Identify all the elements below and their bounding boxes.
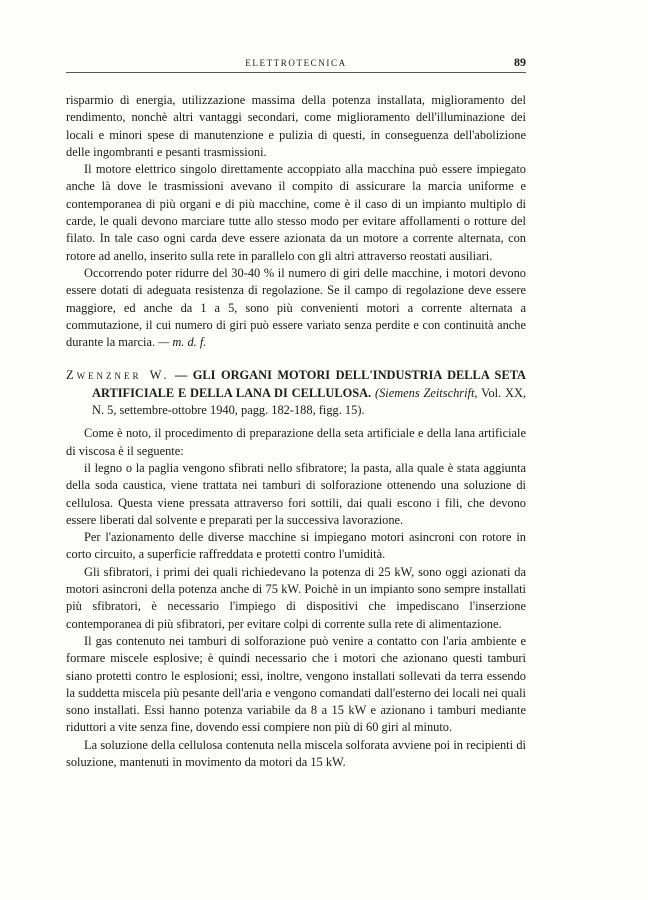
paragraph-process: il legno o la paglia vengono sfibrati nello sfibratore; la pasta, alla quale è stata aggiunta della soda caustica, viene trattata nei tamburi di solforazione ottenendo una soluzione di cellulosa. Questa viene pressata attraverso fori sottili, dai quali escono i fili, che devono essere liberati dal solvente e preparati per la successiva lavorazione. [66,460,526,527]
article-author: Zwenzner W. [66,368,170,383]
page-number: 89 [514,55,526,69]
article-journal: (Siemens Zeitschrift, [374,385,478,400]
paragraph-motors: Per l'azionamento delle diverse macchine si impiegano motori asincroni con rotore in corto circuito, a superficie raffreddata e protetti contro l'umidità. [66,530,526,562]
paragraph-speed-regulation [66,265,526,351]
running-header [66,52,526,73]
paragraph-speed-regulation-text: Occorrendo poter ridurre del 30-40 % il numero di giri delle macchine, i motori devono essere dotati di adeguata resistenza di regolazione. Se il campo di regolazione deve essere maggiore, ed anche da 1 a 5, sono più convenienti motori a corrente alternata a commutazione, il cui numero di giri può essere variato senza perdite e con continuità anche durante la marcia. [66,265,526,350]
article-citation: Vol. XX, N. 5, settembre-ottobre 1940, pagg. 182-188, figg. 15). [92,385,526,418]
paragraph-single-motor: Il motore elettrico singolo direttamente accoppiato alla macchina può essere impiegato anche là dove le trasmissioni avevano il compito di assicurare la marcia uniforme e contemporanea di più organi e di più macchine, come è il caso di un impianto multiplo di carde, le quali devono marciare tutte allo stesso modo per evitare affollamenti o rotture del filato. In tale caso ogni carda deve essere azionata da un motore a corrente alternata, con rotore ad anello, inserito sulla rete in parallelo con gli altri attraverso reostati ausiliari. [66,162,526,263]
author-signature: — m. d. f. [158,335,207,350]
running-title: ELETTROTECNICA [245,58,347,68]
body-text [66,92,526,771]
article-heading [66,367,526,419]
article-title: — GLI ORGANI MOTORI DELL'INDUSTRIA DELLA SETA ARTIFICIALE E DELLA LANA DI CELLULOSA. [92,368,526,400]
paragraph-solution: La soluzione della cellulosa contenuta nella miscela solforata avviene poi in recipienti di soluzione, mantenuti in movimento da motori da 15 kW. [66,737,526,769]
paragraph-intro: Come è noto, il procedimento di preparazione della seta artificiale e della lana artificiale di viscosa è il seguente: [66,426,526,458]
paragraph-sfibratori: Gli sfibratori, i primi dei quali richiedevano la potenza di 25 kW, sono oggi azionati da motori asincroni della potenza anche di 75 kW. Poichè in un impianto sono sempre installati più sfibratori, è necessario l'impiego di dispositivi che impediscano l'inserzione contemporanea di più sfibratori, per evitare colpi di corrente sulla rete di alimentazione. [66,564,526,631]
paragraph-continued: risparmio di energia, utilizzazione massima della potenza installata, miglioramento del rendimento, nonchè altri vantaggi secondari, come miglioramento dell'illuminazione dei locali e minori spese di manutenzione e pulizia di questi, in conseguenza dell'abolizione delle ingombranti e pesanti trasmissioni. [66,93,526,159]
paragraph-gas: Il gas contenuto nei tamburi di solforazione può venire a contatto con l'aria ambiente e formare miscele esplosive; è quindi necessario che i motori che azionano questi tamburi siano protetti contro le esplosioni; essi, inoltre, vengono installati sollevati da terra essendo la suddetta miscela più pesante dell'aria e vengono comandati dall'esterno dei locali nei quali sono installati. Essi hanno potenza variabile da 8 a 15 kW e azionano i tamburi mediante riduttori a vite senza fine, dovendo essi compiere non più di 60 giri al minuto. [66,633,526,735]
